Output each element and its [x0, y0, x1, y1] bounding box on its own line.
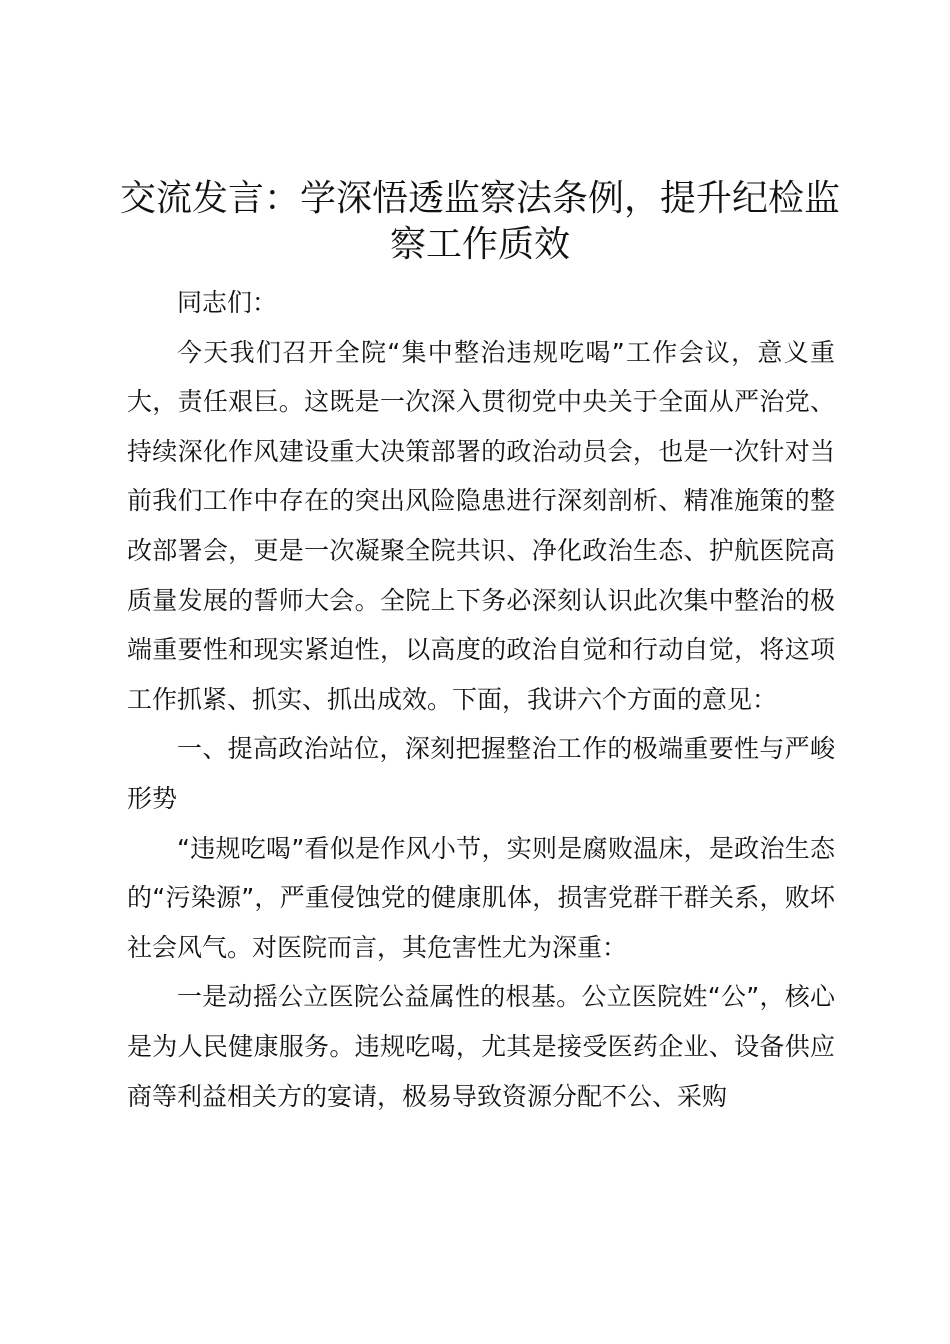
- section-heading-1: 一、提高政治站位，深刻把握整治工作的极端重要性与严峻形势: [127, 734, 835, 813]
- paragraph-section-1: “违规吃喝”看似是作风小节，实则是腐败温床，是政治生态的“污染源”，严重侵蚀党的健康肌体，损害党群干群关系，败坏社会风气。对医院而言，其危害性尤为深重：: [127, 833, 835, 962]
- salutation: 同志们：: [177, 288, 278, 317]
- document-title: 交流发言：学深悟透监察法条例，提升纪检监察工作质效: [119, 178, 840, 265]
- paragraph-point-1: 一是动摇公立医院公益属性的根基。公立医院姓“公”，核心是为人民健康服务。违规吃喝，尤其是接受医药企业、设备供应商等利益相关方的宴请，极易导致资源分配不公、采购: [127, 982, 835, 1111]
- document-body: [127, 278, 835, 1121]
- paragraph-intro: 今天我们召开全院“集中整治违规吃喝”工作会议，意义重大，责任艰巨。这既是一次深入贯彻党中央关于全面从严治党、持续深化作风建设重大决策部署的政治动员会，也是一次针对当前我们工作中存在的突出风险隐患进行深刻剖析、精准施策的整改部署会，更是一次凝聚全院共识、净化政治生态、护航医院高质量发展的誓师大会。全院上下务必深刻认识此次集中整治的极端重要性和现实紧迫性，以高度的政治自觉和行动自觉，将这项工作抓紧、抓实、抓出成效。下面，我讲六个方面的意见：: [127, 337, 835, 714]
